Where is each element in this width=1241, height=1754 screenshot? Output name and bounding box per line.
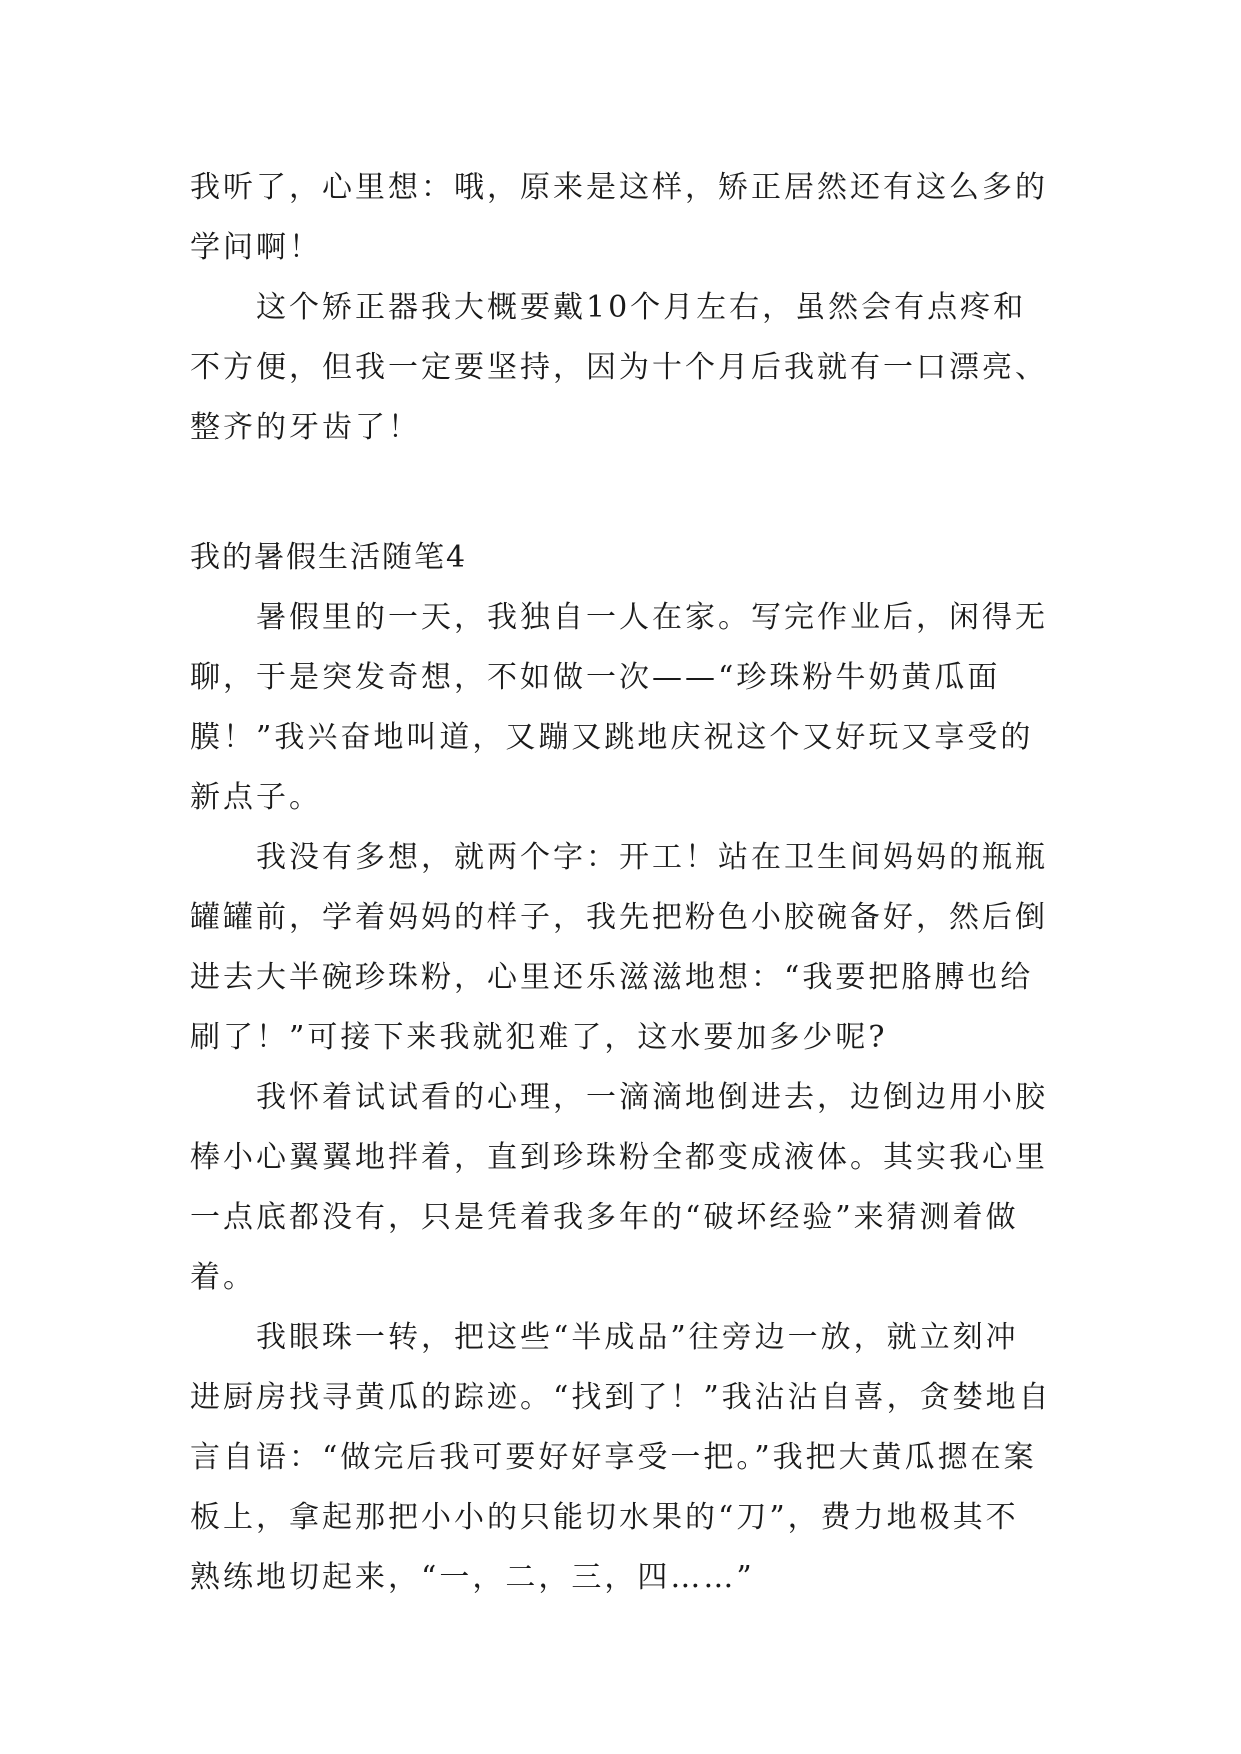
text-line: 进去大半碗珍珠粉，心里还乐滋滋地想：“我要把胳膊也给 [190, 960, 1034, 995]
text-line: 我没有多想，就两个字：开工！站在卫生间妈妈的瓶瓶 [256, 840, 1048, 875]
text-line: 暑假里的一天，我独自一人在家。写完作业后，闲得无 [256, 600, 1048, 635]
paragraph [190, 158, 1070, 278]
text-line: 不方便，但我一定要坚持，因为十个月后我就有一口漂亮、 [190, 350, 1048, 385]
text-line: 言自语：“做完后我可要好好享受一把。”我把大黄瓜摁在案 [190, 1440, 1037, 1475]
text-line: 聊，于是突发奇想，不如做一次——“珍珠粉牛奶黄瓜面 [190, 660, 1001, 695]
text-line: 一点底都没有，只是凭着我多年的“破坏经验”来猜测着做 [190, 1200, 1019, 1235]
text-line: 棒小心翼翼地拌着，直到珍珠粉全都变成液体。其实我心里 [190, 1140, 1048, 1175]
text-line: 刷了！”可接下来我就犯难了，这水要加多少呢? [190, 1020, 888, 1055]
text-line: 进厨房找寻黄瓜的踪迹。“找到了！”我沾沾自喜，贪婪地自 [190, 1380, 1052, 1415]
text-line: 板上，拿起那把小小的只能切水果的“刀”，费力地极其不 [190, 1500, 1019, 1535]
text-line: 罐罐前，学着妈妈的样子，我先把粉色小胶碗备好，然后倒 [190, 900, 1048, 935]
text-line: 膜！”我兴奋地叫道，又蹦又跳地庆祝这个又好玩又享受的 [190, 720, 1034, 755]
paragraph [190, 1308, 1070, 1608]
text-line: 着。 [190, 1260, 256, 1295]
text-line: 我眼珠一转，把这些“半成品”往旁边一放，就立刻冲 [256, 1320, 1019, 1355]
text-line: 我听了，心里想：哦，原来是这样，矫正居然还有这么多的 [190, 170, 1048, 205]
text-line: 熟练地切起来，“一，二，三，四……” [190, 1560, 755, 1595]
text-line: 新点子。 [190, 780, 322, 815]
paragraph [190, 588, 1070, 828]
document-body [190, 158, 1070, 1608]
paragraph [190, 1068, 1070, 1308]
text-line: 这个矫正器我大概要戴10个月左右，虽然会有点疼和 [256, 290, 1027, 325]
section-gap [190, 458, 1070, 528]
text-line: 学问啊！ [190, 230, 322, 265]
paragraph [190, 828, 1070, 1068]
text-line: 我怀着试试看的心理，一滴滴地倒进去，边倒边用小胶 [256, 1080, 1048, 1115]
section-title: 我的暑假生活随笔4 [190, 540, 468, 575]
text-line: 整齐的牙齿了！ [190, 410, 421, 445]
paragraph [190, 278, 1070, 458]
